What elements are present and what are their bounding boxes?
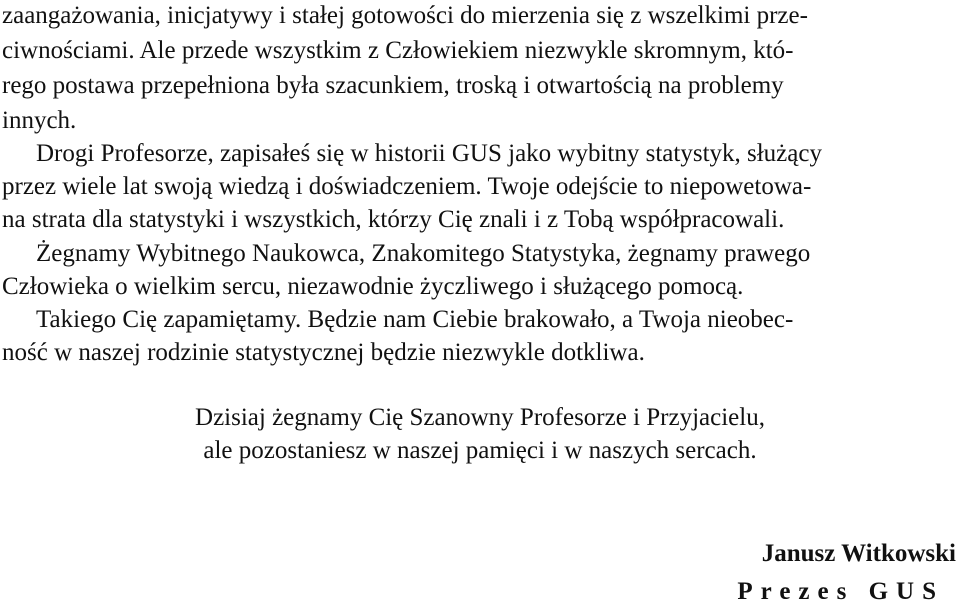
paragraph-1-line-3: rego postawa przepełniona była szacunkiem, troską i otwartością na problemy — [2, 72, 784, 99]
paragraph-1-line-2: ciwnościami. Ale przede wszystkim z Człowiekiem niezwykle skromnym, któ- — [2, 37, 794, 64]
signature-title: Prezes GUS — [737, 578, 944, 605]
paragraph-2-line-2: przez wiele lat swoją wiedzą i doświadczeniem. Twoje odejście to niepowetowa- — [2, 173, 812, 200]
paragraph-4-line-1: Takiego Cię zapamiętamy. Będzie nam Ciebie brakowało, a Twoja nieobec- — [36, 306, 794, 333]
paragraph-3-line-1: Żegnamy Wybitnego Naukowca, Znakomitego Statystyka, żegnamy prawego — [36, 240, 811, 267]
closing-line-1: Dzisiaj żegnamy Cię Szanowny Profesorze i Przyjacielu, — [195, 404, 765, 431]
closing-line-2: ale pozostaniesz w naszej pamięci i w naszych sercach. — [203, 437, 757, 464]
paragraph-2-line-3: na strata dla statystyki i wszystkich, którzy Cię znali i z Tobą współpracowali. — [2, 206, 785, 233]
paragraph-4-line-2: ność w naszej rodzinie statystycznej będzie niezwykle dotkliwa. — [2, 339, 645, 366]
paragraph-1-line-4: innych. — [2, 107, 77, 134]
paragraph-3-line-2: Człowieka o wielkim sercu, niezawodnie życzliwego i służącego pomocą. — [2, 273, 744, 300]
paragraph-1-line-1: zaangażowania, inicjatywy i stałej gotowości do mierzenia się z wszelkimi prze- — [2, 2, 808, 29]
signature-name: Janusz Witkowski — [761, 540, 956, 567]
paragraph-2-line-1: Drogi Profesorze, zapisałeś się w historii GUS jako wybitny statystyk, służący — [36, 140, 822, 167]
